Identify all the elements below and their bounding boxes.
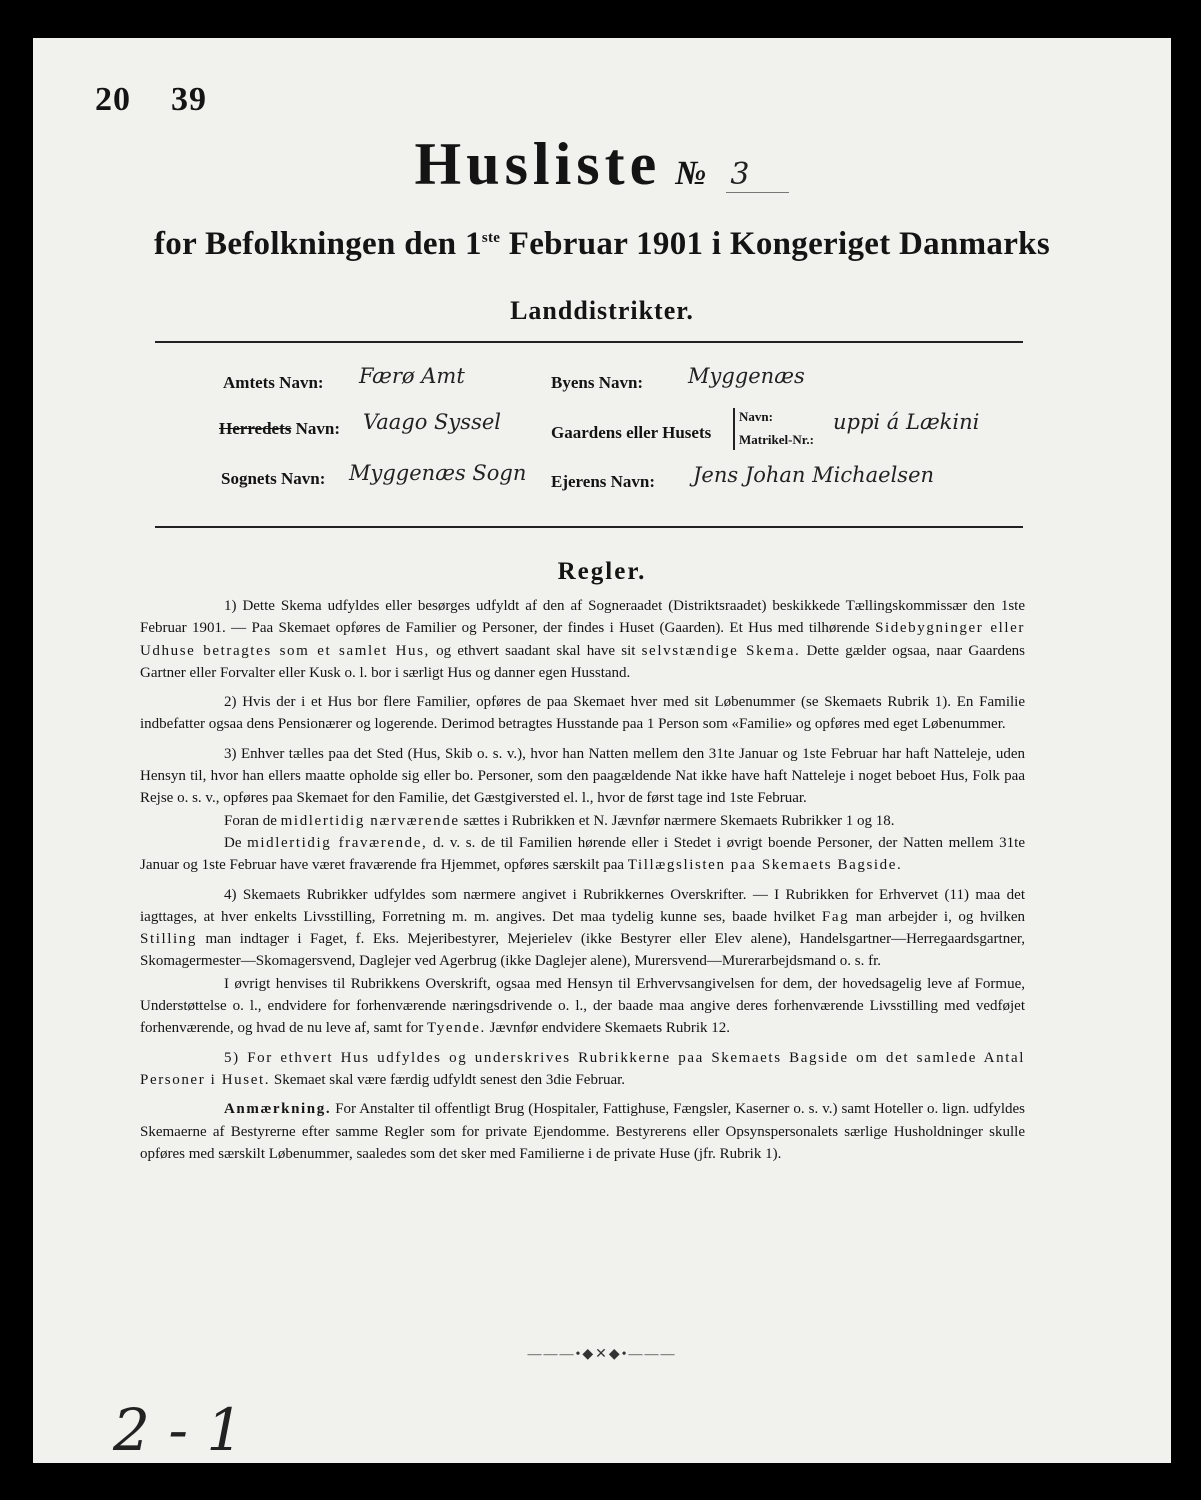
rule-2: 2) Hvis der i et Hus bor flere Familier, opføres de paa Skemaet hver med sit Løbenummer (se Skemaets Rubrik 1). En Familie indbefatter ogsaa dens Pensionærer og logerende. Derimod betragtes Husstande paa 1 Person som «Familie» og opføres med eget Løbenummer.	[140, 694, 1025, 733]
matrikel-label: Matrikel-Nr.:	[739, 432, 814, 447]
gaard-bracket	[733, 408, 735, 450]
herred-value: Vaago Syssel	[363, 410, 501, 434]
house-list-number: 3	[726, 157, 789, 193]
ejer-label: Ejerens Navn:	[551, 472, 656, 491]
rules-body	[140, 595, 1025, 1172]
form-title	[33, 130, 1171, 199]
amt-value: Færø Amt	[359, 364, 465, 388]
page-number-right: 39	[171, 81, 207, 118]
rule-5: 5) For ethvert Hus udfyldes og underskrives Rubrikkerne paa Skemaets Bagside om det samlede Antal Personer i Huset. Skemaet skal være færdig udfyldt senest den 3die Februar.	[140, 1049, 1025, 1088]
rule-4-continued: I øvrigt henvises til Rubrikkens Overskrift, ogsaa med Hensyn til Erhvervsangivelsen for dem, der hovedsagelig leve af Formue, Understøttelse o. l., endvidere for forhenværende næringsdrivende o. l., der baade maa angive deres forhenværende Livsstilling med vedføjet forhenværende, og hvad de nu leve af, samt for Tyende. Jævnfør endvidere Skemaets Rubrik 12.	[140, 975, 1025, 1037]
subtitle-part-1: for Befolkningen den 1	[154, 226, 482, 262]
herred-label-struck: Herredets	[219, 419, 292, 438]
gaard-value: uppi á Lækini	[833, 410, 980, 434]
bottom-rule	[155, 526, 1023, 528]
form-title-text: Husliste	[414, 131, 662, 197]
sogn-value: Myggenæs Sogn	[349, 461, 527, 485]
rule-3-present: Foran de midlertidig nærværende sættes i Rubrikken et N. Jævnfør nærmere Skemaets Rubrikker 1 og 18.	[224, 812, 895, 829]
ornament-divider: ———•◆✕◆•———	[527, 1347, 677, 1362]
remark: Anmærkning. For Anstalter til offentligt Brug (Hospitaler, Fattighuse, Fængsler, Kaserner o. s. v.) samt Hoteller o. lign. udfyldes Skemaerne af Bestyrerne efter samme Regler som for private Ejendomme. Bestyrerens eller Opsynspersonalets særlige Husholdninger skulle opføres med særskilt Løbenummer, saaledes som det sker med Familierne i de private Huse (jfr. Rubrik 1).	[140, 1101, 1025, 1162]
top-rule	[155, 341, 1023, 343]
form-subtitle-districts: Landdistrikter.	[510, 296, 694, 325]
herred-label	[219, 419, 340, 439]
navn-label: Navn:	[739, 409, 773, 424]
subtitle-sup: ste	[481, 230, 501, 246]
rule-3: 3) Enhver tælles paa det Sted (Hus, Skib o. s. v.), hvor han Natten mellem den 31te Januar og 1ste Februar har haft Natteleje, uden Hensyn til, hvor han ellers maatte opholde sig eller bo. Personer, som den paagældende Nat ikke have haft Natteleje i noget beboet Hus, Folk paa Rejse o. s. v., opføres paa Skemaet for den Familie, det Gæstgiversted el. l., hvor de først tage ind 1ste Februar.	[140, 745, 1025, 807]
by-label: Byens Navn:	[551, 373, 644, 392]
herred-label-rest: Navn:	[291, 419, 341, 438]
rules-heading: Regler.	[557, 558, 647, 585]
gaard-label: Gaardens eller Husets	[551, 423, 712, 442]
rule-1: 1) Dette Skema udfyldes eller besørges udfyldt af den af Sogneraadet (Distriktsraadet) beskikkede Tællingskommissær den 1ste Februar 1901. — Paa Skemaet opføres de Familier og Personer, der findes i Huset (Gaarden). Et Hus med tilhørende Sidebygninger eller Udhuse betragtes som et samlet Hus, og ethvert saadant skal have sit selvstændige Skema. Dette gælder ogsaa, naar Gaardens Gartner eller Forvalter eller Kusk o. l. bor i særligt Hus og danner egen Husstand.	[140, 598, 1025, 681]
handwritten-bottom-note: 2 - 1	[113, 1396, 244, 1464]
number-sign: №	[675, 155, 707, 192]
rule-4: 4) Skemaets Rubrikker udfyldes som nærmere angivet i Rubrikkernes Overskrifter. — I Rubrikken for Erhvervet (11) maa det iagttages, at hver enkelts Livsstilling, Forretning m. m. angives. Det maa tydelig kunne ses, baade hvilket Fag man arbejder i, og hvilken Stilling man indtager i Faget, f. Eks. Mejeribestyrer, Mejerielev (ikke Bestyrer eller Elev alene), Handelsgartner—Herregaardsgartner, Skomagermester—Skomagersvend, Daglejer ved Agerbrug (ikke Daglejer alene), Murersvend—Murerarbejdsmand o. s. fr.	[140, 886, 1025, 970]
ejer-value: Jens Johan Michaelsen	[693, 463, 935, 487]
census-form-page	[33, 38, 1171, 1463]
by-value: Myggenæs	[688, 364, 805, 388]
page-number-left: 20	[95, 81, 131, 118]
form-subtitle	[33, 226, 1171, 263]
sogn-label: Sognets Navn:	[221, 469, 326, 488]
rule-3-absent: De midlertidig fraværende, d. v. s. de til Familien hørende eller i Stedet i øvrigt boende Personer, der Natten mellem 31te Januar og 1ste Februar have været fraværende fra Hjemmet, opføres særskilt paa Tillægslisten paa Skemaets Bagside.	[140, 834, 1025, 874]
subtitle-part-2: Februar 1901 i Kongeriget Danmarks	[500, 226, 1050, 262]
amt-label: Amtets Navn:	[223, 373, 324, 392]
